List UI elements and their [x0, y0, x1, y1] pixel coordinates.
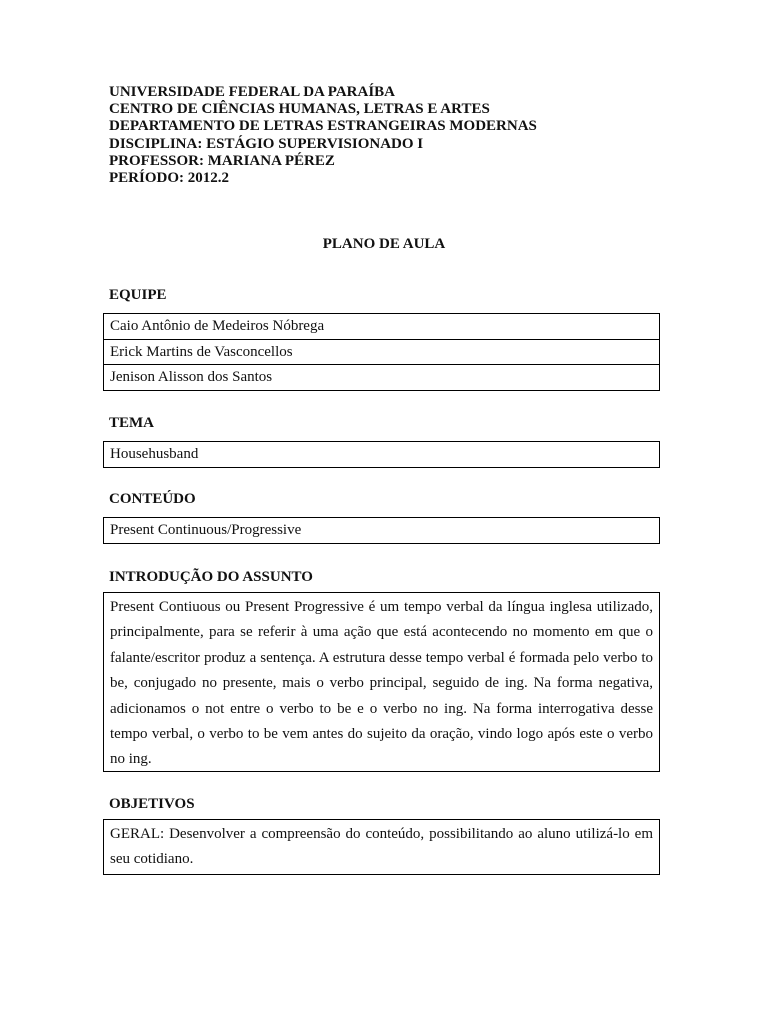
header-discipline: DISCIPLINA: ESTÁGIO SUPERVISIONADO I	[109, 135, 424, 152]
introducao-box	[103, 592, 660, 772]
header-university: UNIVERSIDADE FEDERAL DA PARAÍBA	[109, 84, 396, 100]
header-professor: PROFESSOR: MARIANA PÉREZ	[109, 152, 335, 169]
objetivos-box	[103, 819, 660, 875]
equipe-member: Caio Antônio de Medeiros Nóbrega	[104, 314, 659, 340]
document-title: PLANO DE AULA	[322, 236, 446, 252]
header-department: DEPARTAMENTO DE LETRAS ESTRANGEIRAS MODERNAS	[109, 118, 537, 135]
objetivos-text: GERAL: Desenvolver a compreensão do conteúdo, possibilitando ao aluno utilizá-lo em seu cotidiano.	[110, 826, 653, 868]
header-center: CENTRO DE CIÊNCIAS HUMANAS, LETRAS E ARTES	[109, 101, 490, 118]
tema-box	[103, 441, 660, 468]
objetivos-label: OBJETIVOS	[109, 796, 195, 812]
equipe-member: Erick Martins de Vasconcellos	[104, 340, 659, 366]
conteudo-value: Present Continuous/Progressive	[110, 522, 302, 538]
equipe-member: Jenison Alisson dos Santos	[110, 369, 273, 385]
document-header	[109, 84, 537, 187]
introducao-label: INTRODUÇÃO DO ASSUNTO	[109, 569, 313, 585]
tema-value: Househusband	[110, 446, 199, 462]
introducao-text: Present Contiuous ou Present Progressive é um tempo verbal da língua inglesa utilizado, principalmente, para se referir à uma ação que está acontecendo no momento em que o falante/escritor produz a sentença. A estrutura desse tempo verbal é formada pelo verbo to be, conjugado no presente, mais o verbo principal, seguido de ing. Na forma negativa, adicionamos o not entre o verbo to be e o verbo no ing. Na forma interrogativa desse tempo verbal, o verbo to be vem antes do sujeito da oração, vindo logo após este o verbo no ing.	[110, 599, 653, 768]
conteudo-box	[103, 517, 660, 544]
equipe-label: EQUIPE	[109, 287, 167, 303]
tema-label: TEMA	[109, 415, 154, 431]
equipe-table	[103, 313, 660, 391]
header-period: PERÍODO: 2012.2	[109, 170, 229, 187]
conteudo-label: CONTEÚDO	[109, 491, 196, 507]
